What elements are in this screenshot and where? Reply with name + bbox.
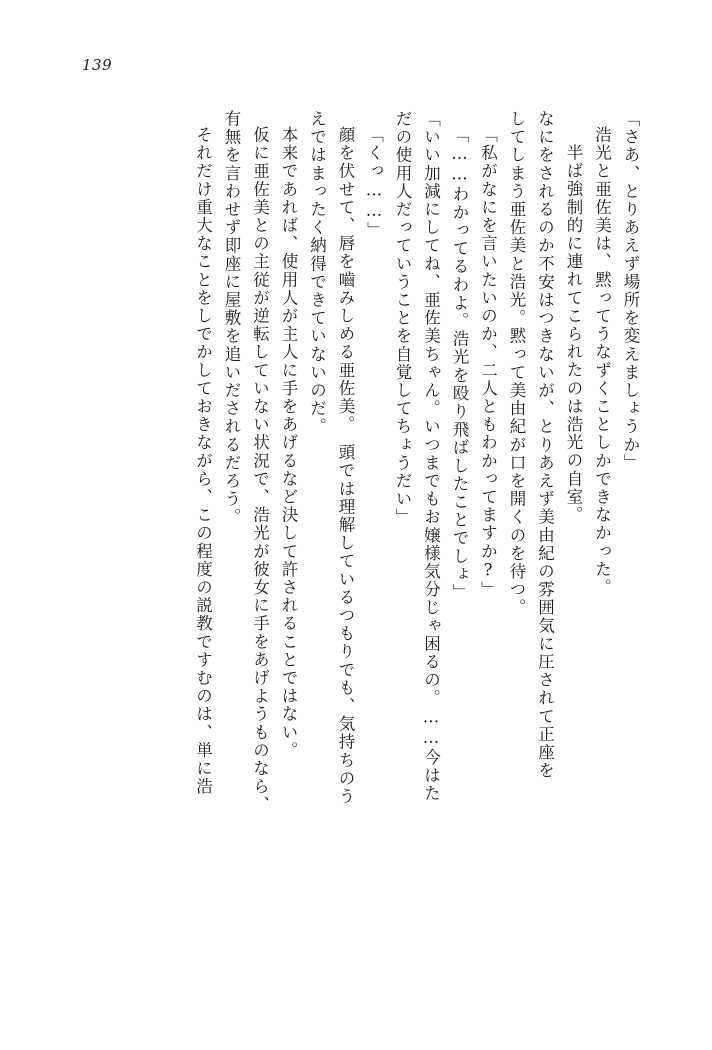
text-line: 有無を言わせず即座に屋敷を追いだされるだろう。 bbox=[222, 110, 241, 527]
text-line: してしまう亜佐美と浩光。黙って美由紀が口を開くのを待つ。 bbox=[507, 110, 526, 617]
text-line: 「さあ、とりあえず場所を変えましょうか」 bbox=[621, 110, 640, 472]
text-line: 本来であれば、使用人が主人に手をあげるなど決して許されることではない。 bbox=[279, 126, 298, 760]
text-line: えではまったく納得できていないのだ。 bbox=[307, 110, 327, 436]
text-line: 半ば強制的に連れてこられたのは浩光の自室。 bbox=[564, 144, 583, 525]
page-number: 139 bbox=[82, 56, 113, 74]
text-line: 浩光と亜佐美は、黙ってうなずくことしかできなかった。 bbox=[592, 126, 612, 597]
text-line: 「くっ……」 bbox=[364, 126, 384, 240]
text-line: なにをされるのか不安はつきないが、とりあえず美由紀の雰囲気に圧されて正座を bbox=[535, 110, 555, 780]
text-line: 「いい加減にしてね、亜佐美ちゃん。いつまでもお嬢様気分じゃ困るの。……今はた bbox=[421, 110, 441, 803]
text-line: 顔を伏せて、唇を嚙みしめる亜佐美。 頭では理解しているつもりでも、気持ちのう bbox=[336, 126, 355, 806]
text-line: 仮に亜佐美との主従が逆転していない状況で、浩光が彼女に手をあげようものなら、 bbox=[250, 126, 270, 814]
text-line: だの使用人だっていうことを自覚してちょうだい」 bbox=[393, 110, 412, 527]
text-line: それだけ重大なことをしでかしておきながら、この程度の説教ですむのは、単に浩 bbox=[193, 126, 213, 796]
text-line: 「私がなにを言いたいのか、二人ともわかってますか?」 bbox=[478, 126, 498, 600]
text-line: 「……わかってるわよ。浩光を殴り飛ばしたことでしょ」 bbox=[450, 126, 469, 602]
vertical-body-text bbox=[60, 110, 638, 986]
